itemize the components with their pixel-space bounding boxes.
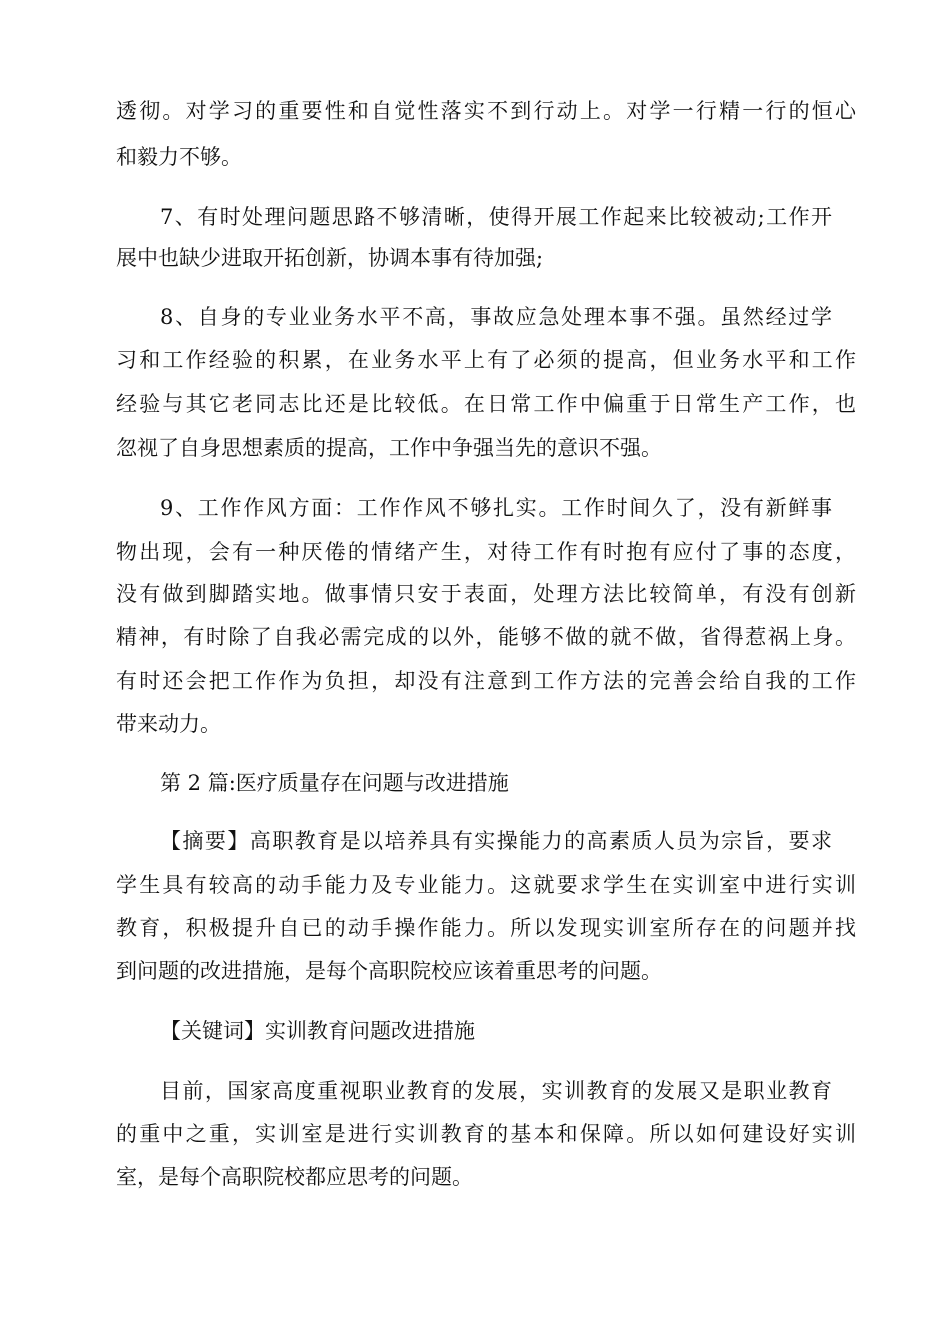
paragraph-line: 的重中之重，实训室是进行实训教育的基本和保障。所以如何建设好实训 [116,1122,856,1146]
paragraph-line: 透彻。对学习的重要性和自觉性落实不到行动上。对学一行精一行的恒心 [116,99,856,123]
paragraph-line: 精神，有时除了自我必需完成的以外，能够不做的就不做，省得惹祸上身。 [116,625,856,649]
paragraph-line: 忽视了自身思想素质的提高，工作中争强当先的意识不强。 [116,436,662,460]
abstract-line: 教育，积极提升自已的动手操作能力。所以发现实训室所存在的问题并找 [116,916,856,940]
paragraph-line: 室，是每个高职院校都应思考的问题。 [116,1165,473,1189]
abstract-line: 【摘要】高职教育是以培养具有实操能力的高素质人员为宗旨，要求 [160,829,832,853]
paragraph-line: 9、工作作风方面：工作作风不够扎实。工作时间久了，没有新鲜事 [160,496,832,520]
paragraph-line: 有时还会把工作作为负担，却没有注意到工作方法的完善会给自我的工作 [116,669,856,693]
paragraph-line: 带来动力。 [116,712,221,736]
paragraph-line: 展中也缺少进取开拓创新，协调本事有待加强; [116,246,544,270]
abstract-line: 到问题的改进措施，是每个高职院校应该着重思考的问题。 [116,959,662,983]
section-heading: 第 2 篇:医疗质量存在问题与改进措施 [160,771,509,795]
paragraph-line: 没有做到脚踏实地。做事情只安于表面，处理方法比较简单，有没有创新 [116,582,856,606]
paragraph-line: 经验与其它老同志比还是比较低。在日常工作中偏重于日常生产工作，也 [116,392,856,416]
paragraph-line: 8、自身的专业业务水平不高，事故应急处理本事不强。虽然经过学 [160,305,832,329]
paragraph-line: 目前，国家高度重视职业教育的发展，实训教育的发展又是职业教育 [160,1079,832,1103]
paragraph-line: 和毅力不够。 [116,145,242,169]
abstract-line: 学生具有较高的动手能力及专业能力。这就要求学生在实训室中进行实训 [116,873,856,897]
paragraph-line: 7、有时处理问题思路不够清晰，使得开展工作起来比较被动;工作开 [160,205,832,229]
paragraph-line: 习和工作经验的积累，在业务水平上有了必须的提高，但业务水平和工作 [116,348,856,372]
keywords-line: 【关键词】实训教育问题改进措施 [160,1019,475,1043]
paragraph-line: 物出现，会有一种厌倦的情绪产生，对待工作有时抱有应付了事的态度， [116,540,856,564]
